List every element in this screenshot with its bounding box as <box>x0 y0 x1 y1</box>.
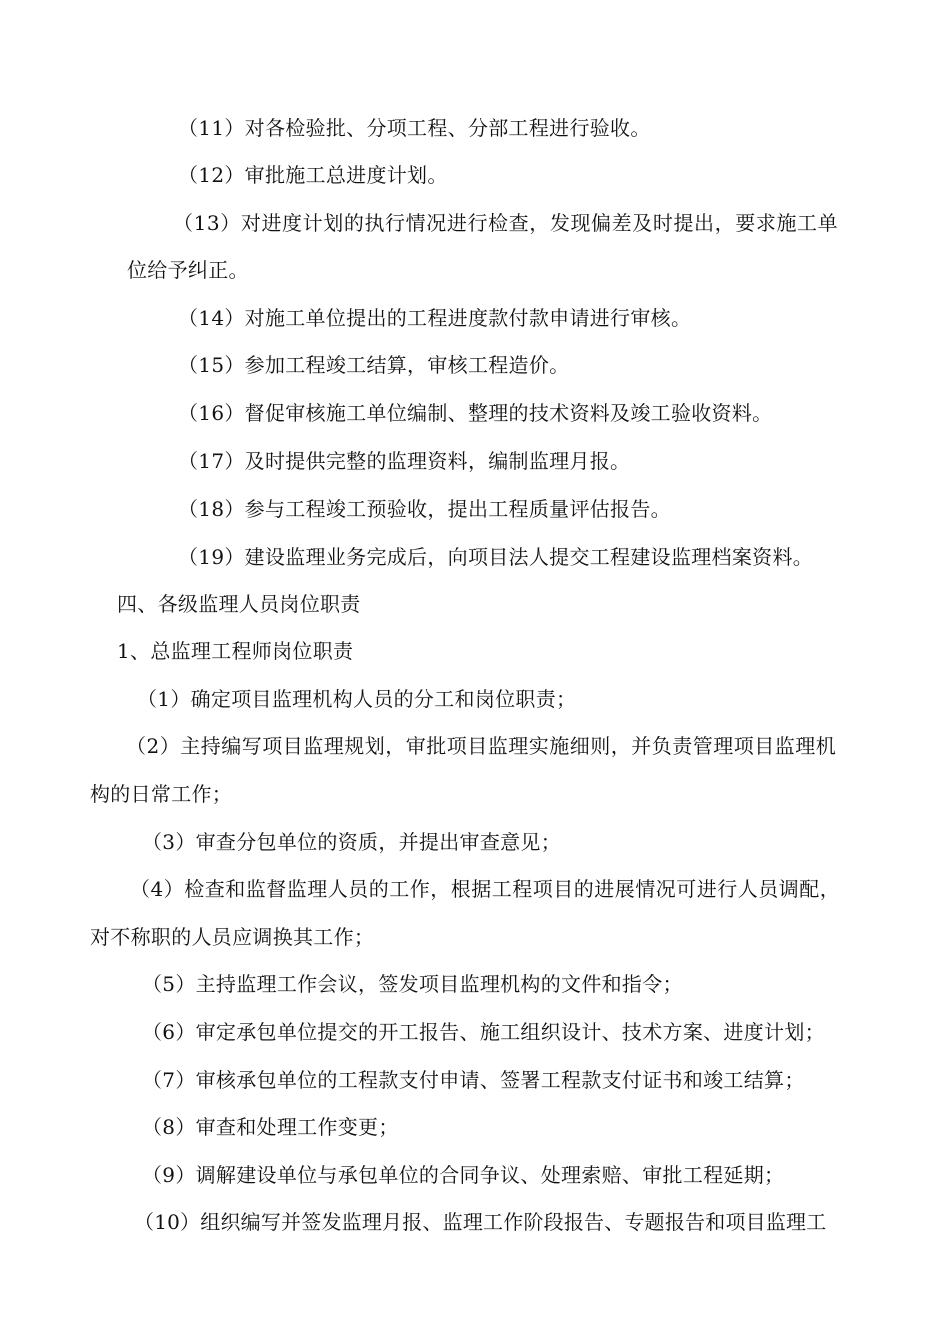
section-heading: 四、各级监理人员岗位职责 <box>117 592 361 616</box>
item-19-text: （19）建设监理业务完成后，向项目法人提交工程建设监理档案资料。 <box>178 545 814 569</box>
duty-1-text: （1）确定项目监理机构人员的分工和岗位职责； <box>137 687 577 711</box>
duty-6-text: （6）审定承包单位提交的开工报告、施工组织设计、技术方案、进度计划； <box>142 1020 825 1044</box>
subsection-heading: 1、总监理工程师岗位职责 <box>117 639 354 663</box>
duty-2-text: （2）主持编写项目监理规划，审批项目监理实施细则，并负责管理项目监理机 <box>126 734 837 758</box>
item-15-text: （15）参加工程竣工结算，审核工程造价。 <box>178 353 570 377</box>
item-14-text: （14）对施工单位提出的工程进度款付款申请进行审核。 <box>178 306 692 330</box>
item-16-text: （16）督促审核施工单位编制、整理的技术资料及竣工验收资料。 <box>178 401 773 425</box>
duty-3-text: （3）审查分包单位的资质，并提出审查意见； <box>142 830 562 854</box>
duty-8-text: （8）审查和处理工作变更； <box>142 1115 399 1139</box>
item-11-text: （11）对各检验批、分项工程、分部工程进行验收。 <box>178 116 651 140</box>
item-12-text: （12）审批施工总进度计划。 <box>178 163 448 187</box>
duty-4-text-continued: 对不称职的人员应调换其工作； <box>90 925 375 949</box>
item-13-text: （13）对进度计划的执行情况进行检查，发现偏差及时提出，要求施工单 <box>173 211 839 235</box>
duty-10-text: （10）组织编写并签发监理月报、监理工作阶段报告、专题报告和项目监理工 <box>134 1210 827 1234</box>
duty-5-text: （5）主持监理工作会议，签发项目监理机构的文件和指令； <box>142 972 683 996</box>
item-13-text-continued: 位给予纠正。 <box>127 258 249 282</box>
item-18-text: （18）参与工程竣工预验收，提出工程质量评估报告。 <box>178 497 671 521</box>
item-17-text: （17）及时提供完整的监理资料，编制监理月报。 <box>178 449 631 473</box>
duty-9-text: （9）调解建设单位与承包单位的合同争议、处理索赔、审批工程延期； <box>142 1163 785 1187</box>
duty-2-text-continued: 构的日常工作； <box>90 782 233 806</box>
duty-4-text: （4）检查和监督监理人员的工作，根据工程项目的进展情况可进行人员调配， <box>130 877 841 901</box>
duty-7-text: （7）审核承包单位的工程款支付申请、签署工程款支付证书和竣工结算； <box>142 1068 805 1092</box>
